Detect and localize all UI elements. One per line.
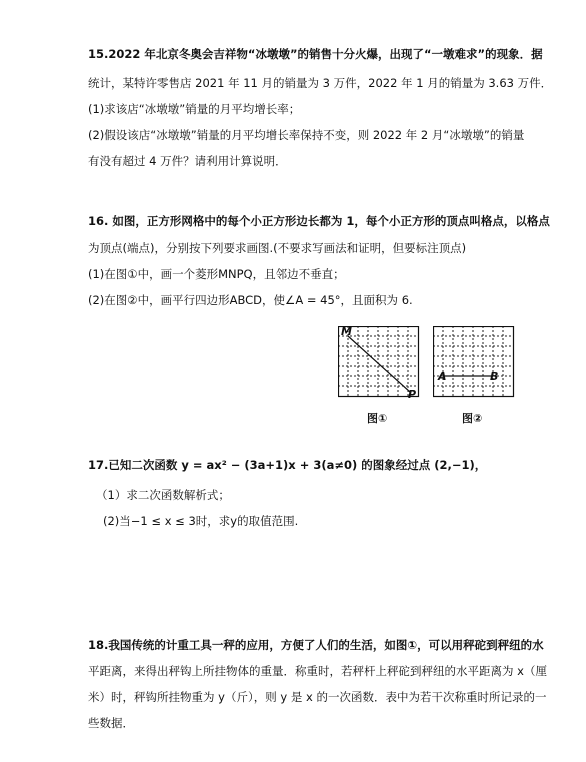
q15-line-4: (2)假设该店“冰墩墩”销量的月平均增长率保持不变，则 2022 年 2 月“冰墩墩”的销量	[88, 128, 525, 142]
q15-line-2: 统计，某特许零售店 2021 年 11 月的销量为 3 万件，2022 年 1 月的销量为 3.63 万件．	[88, 76, 553, 90]
q18-line-2: 平距离，来得出秤钩上所挂物体的重量．称重时，若秤杆上秤砣到秤纽的水平距离为 x（厘	[88, 664, 547, 678]
q18-line-4: 些数据．	[88, 716, 134, 730]
q15-line-3: (1)求该店“冰墩墩”销量的月平均增长率；	[88, 102, 301, 116]
q18-line-1: 18.我国传统的计重工具一秤的应用，方便了人们的生活，如图①，可以用秤砣到秤纽的水	[88, 638, 544, 652]
q17-line-2: （1）求二次函数解析式；	[96, 488, 230, 502]
q18-line-3: 米）时，秤钩所挂物重为 y（斤），则 y 是 x 的一次函数．表中为若干次称重时所记录的一	[88, 690, 547, 704]
label-p: P	[408, 388, 417, 401]
q16-line-4: (2)在图②中，画平行四边形ABCD，使∠A = 45°，且面积为 6.	[88, 293, 413, 307]
q17-line-1: 17.已知二次函数 y = ax² − (3a+1)x + 3(a≠0) 的图象经过点 (2,−1)，	[88, 458, 487, 472]
figure-2	[433, 326, 523, 409]
figure-1-caption: 图①	[367, 412, 388, 425]
q15-line-1: 15.2022 年北京冬奥会吉祥物“冰墩墩”的销售十分火爆，出现了“一墩难求”的现象．据	[88, 47, 543, 61]
figure-2-grid	[433, 326, 523, 406]
segment-mp	[348, 336, 410, 392]
figure-2-caption: 图②	[462, 412, 483, 425]
label-m: M	[341, 325, 352, 338]
q16-line-3: (1)在图①中，画一个菱形MNPQ，且邻边不垂直；	[88, 267, 345, 281]
label-a: A	[438, 370, 447, 383]
q16-line-1: 16. 如图，正方形网格中的每个小正方形边长都为 1，每个小正方形的顶点叫格点，以格点	[88, 214, 550, 228]
q15-line-5: 有没有超过 4 万件？请利用计算说明．	[88, 154, 287, 168]
figure-1	[338, 326, 428, 409]
q17-line-3: (2)当−1 ≤ x ≤ 3时，求y的取值范围.	[103, 514, 299, 528]
q16-line-2: 为顶点(端点)，分别按下列要求画图.(不要求写画法和证明，但要标注顶点)	[88, 241, 467, 255]
label-b: B	[490, 370, 499, 383]
